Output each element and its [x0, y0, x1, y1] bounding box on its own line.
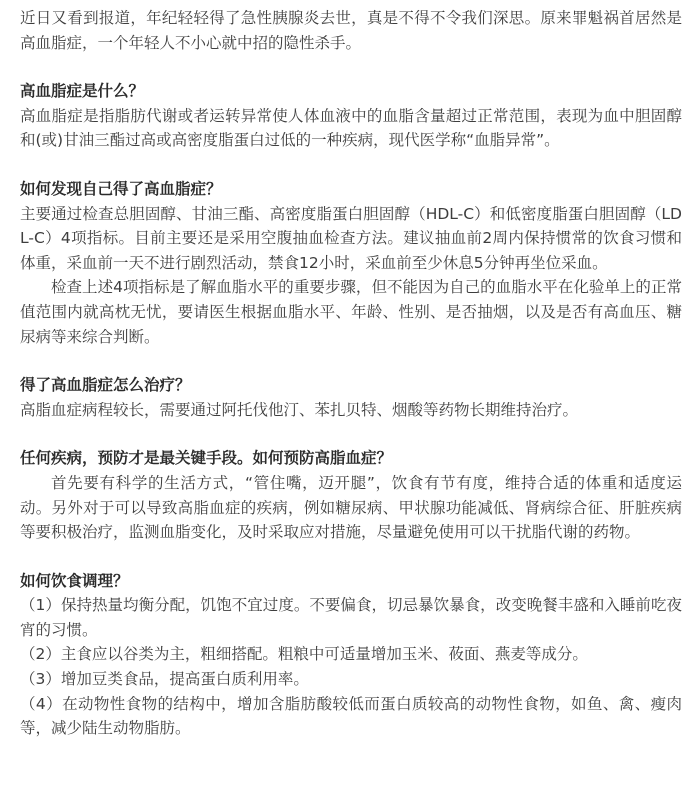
section-paragraph: 首先要有科学的生活方式，“管住嘴，迈开腿”，饮食有节有度，维持合适的体重和适度运动。另外对于可以导致高脂血症的疾病，例如糖尿病、甲状腺功能减低、肾病综合征、肝脏疾病等要积极治疗，监测血脂变化，及时采取应对措施，尽量避免使用可以干扰脂代谢的药物。	[20, 473, 682, 542]
section-paragraph: 检查上述4项指标是了解血脂水平的重要步骤，但不能因为自己的血脂水平在化验单上的正常值范围内就高枕无忧，要请医生根据血脂水平、年龄、性别、是否抽烟，以及是否有高血压、糖尿病等来综合判断。	[20, 278, 682, 346]
intro-paragraph: 近日又看到报道，年纪轻轻得了急性胰腺炎去世，真是不得不令我们深思。原来罪魁祸首居然是高血脂症，一个年轻人不小心就中招的隐性杀手。	[20, 9, 682, 52]
spacer	[0, 55, 691, 79]
spacer	[0, 422, 691, 446]
section-paragraph: 主要通过检查总胆固醇、甘油三酯、高密度脂蛋白胆固醇（HDL-C）和低密度脂蛋白胆固醇（LDL-C）4项指标。目前主要还是采用空腹抽血检查方法。建议抽血前2周内保持惯常的饮食习惯和体重，采血前一天不进行剧烈活动，禁食12小时，采血前至少休息5分钟再坐位采血。	[20, 204, 682, 272]
spacer	[0, 349, 691, 373]
section-paragraph: 高脂血症病程较长，需要通过阿托伐他汀、苯扎贝特、烟酸等药物长期维持治疗。	[20, 400, 579, 419]
section-heading-how-to-detect: 如何发现自己得了高血脂症？	[20, 179, 222, 198]
section-heading-diet: 如何饮食调理？	[20, 571, 129, 590]
section-heading-treatment: 得了高血脂症怎么治疗？	[20, 376, 191, 395]
diet-list-item: （2）主食应以谷类为主，粗细搭配。粗粮中可适量增加玉米、莜面、燕麦等成分。	[20, 645, 588, 664]
section-paragraph: 高血脂症是指脂肪代谢或者运转异常使人体血液中的血脂含量超过正常范围，表现为血中胆固醇和(或)甘油三酯过高或高密度脂蛋白过低的一种疾病，现代医学称“血脂异常”。	[20, 106, 682, 150]
diet-list-item: （4）在动物性食物的结构中，增加含脂肪酸较低而蛋白质较高的动物性食物，如鱼、禽、瘦肉等，减少陆生动物脂肪。	[20, 694, 682, 738]
diet-list-item: （1）保持热量均衡分配，饥饱不宜过度。不要偏食，切忌暴饮暴食，改变晚餐丰盛和入睡前吃夜宵的习惯。	[20, 596, 682, 639]
section-heading-what-is: 高血脂症是什么？	[20, 82, 145, 101]
spacer	[0, 153, 691, 177]
spacer	[0, 545, 691, 569]
section-heading-prevention: 任何疾病，预防才是最关键手段。如何预防高脂血症？	[20, 449, 393, 468]
diet-list-item: （3）增加豆类食品，提高蛋白质利用率。	[20, 670, 309, 689]
